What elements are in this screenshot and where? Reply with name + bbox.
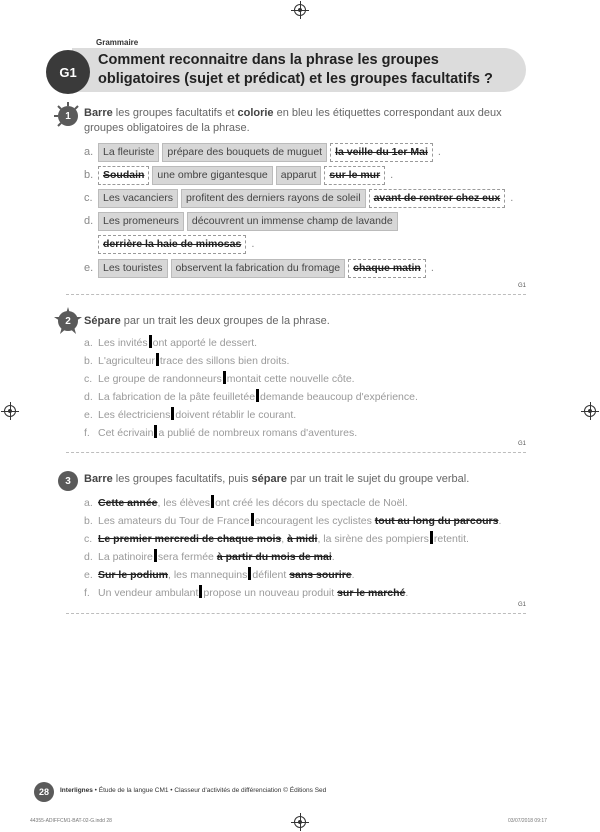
exercise-3-code: G1 xyxy=(517,602,526,608)
exercise-3-number: 3 xyxy=(65,475,71,487)
exercise-3-instruction: Barre les groupes facultatifs, puis sépare par un trait le sujet du groupe verbal. xyxy=(84,473,470,485)
ex3-sentence-d: d. La patinoire sera fermée à partir du mois de mai. xyxy=(84,551,335,563)
ex1-row-d-continued: derrière la haie de mimosas . xyxy=(98,234,254,254)
separator-mark xyxy=(430,531,433,544)
separator-mark xyxy=(223,371,226,384)
ex1-row-d: d. Les promeneurs découvrent un immense champ de lavande xyxy=(84,211,401,231)
exercise-2-code: G1 xyxy=(517,441,526,447)
label-chip[interactable]: Les promeneurs xyxy=(98,212,184,231)
label-chip-optional[interactable]: sur le mur xyxy=(324,166,385,185)
exercise-3-moon-icon xyxy=(58,471,78,491)
label-chip[interactable]: prépare des bouquets de muguet xyxy=(162,143,327,162)
label-chip[interactable]: observent la fabrication du fromage xyxy=(171,259,346,278)
label-chip[interactable]: découvrent un immense champ de lavande xyxy=(187,212,398,231)
ex2-sentence-f: f. Cet écrivain a publié de nombreux romans d'aventures. xyxy=(84,427,358,439)
ex3-sentence-f: f. Un vendeur ambulant propose un nouveau produit sur le marché. xyxy=(84,587,409,599)
ex1-row-a: a. La fleuriste prépare des bouquets de muguet la veille du 1er Mai . xyxy=(84,142,441,162)
divider xyxy=(66,613,526,614)
ex1-row-b: b. Soudain une ombre gigantesque apparut sur le mur . xyxy=(84,165,393,185)
ex3-sentence-c: c. Le premier mercredi de chaque mois, à midi, la sirène des pompiers retentit. xyxy=(84,533,469,545)
ex3-sentence-a: a. Cette année, les élèves ont créé les décors du spectacle de Noël. xyxy=(84,497,408,509)
separator-mark xyxy=(199,585,202,598)
print-slug-right: 03/07/2018 09:17 xyxy=(508,818,547,824)
ex2-sentence-b: b. L'agriculteur trace des sillons bien droits. xyxy=(84,355,290,367)
label-chip[interactable]: une ombre gigantesque xyxy=(152,166,272,185)
exercise-2-instruction: Sépare par un trait les deux groupes de la phrase. xyxy=(84,315,330,327)
separator-mark xyxy=(211,495,214,508)
label-chip-optional[interactable]: Soudain xyxy=(98,166,149,185)
label-chip[interactable]: profitent des derniers rayons de soleil xyxy=(181,189,366,208)
exercise-1-number: 1 xyxy=(65,110,71,122)
exercise-1-code: G1 xyxy=(517,283,526,289)
registration-mark-right xyxy=(584,405,596,417)
label-chip-optional[interactable]: chaque matin xyxy=(348,259,426,278)
print-slug-left: 44355-ADIFFCM1-BAT-02-G.indd 28 xyxy=(30,818,112,824)
registration-mark-bottom xyxy=(294,816,306,828)
divider xyxy=(66,294,526,295)
ex2-sentence-c: c. Le groupe de randonneurs montait cette nouvelle côte. xyxy=(84,373,355,385)
separator-mark xyxy=(256,389,259,402)
ex2-sentence-e: e. Les électriciens doivent rétablir le courant. xyxy=(84,409,297,421)
separator-mark xyxy=(156,353,159,366)
separator-mark xyxy=(149,335,152,348)
separator-mark xyxy=(154,549,157,562)
label-chip[interactable]: apparut xyxy=(276,166,322,185)
separator-mark xyxy=(171,407,174,420)
label-chip[interactable]: Les vacanciers xyxy=(98,189,178,208)
exercise-2-number: 2 xyxy=(65,315,71,327)
ex2-sentence-a: a. Les invités ont apporté le dessert. xyxy=(84,337,258,349)
label-chip-optional[interactable]: derrière la haie de mimosas xyxy=(98,235,246,254)
lesson-badge: G1 xyxy=(46,50,90,94)
label-chip[interactable]: La fleuriste xyxy=(98,143,159,162)
footer-credits: Interlignes • Étude de la langue CM1 • Classeur d'activités de différenciation © Éditions Sed xyxy=(60,787,327,794)
ex3-sentence-b: b. Les amateurs du Tour de France encouragent les cyclistes tout au long du parcours. xyxy=(84,515,502,527)
ex1-row-c: c. Les vacanciers profitent des derniers rayons de soleil avant de rentrer chez eux . xyxy=(84,188,513,208)
exercise-1-instruction: Barre les groupes facultatifs et colorie en bleu les étiquettes correspondant aux deux groupes obligatoires de la phrase. xyxy=(84,107,502,134)
divider xyxy=(66,452,526,453)
registration-mark-left xyxy=(4,405,16,417)
separator-mark xyxy=(251,513,254,526)
registration-mark-top xyxy=(294,4,306,16)
page-number: 28 xyxy=(34,782,54,802)
section-label: Grammaire xyxy=(96,38,139,47)
label-chip[interactable]: Les touristes xyxy=(98,259,168,278)
ex1-row-e: e. Les touristes observent la fabrication du fromage chaque matin . xyxy=(84,258,434,278)
label-chip-optional[interactable]: la veille du 1er Mai xyxy=(330,143,433,162)
ex2-sentence-d: d. La fabrication de la pâte feuilletée demande beaucoup d'expérience. xyxy=(84,391,418,403)
ex3-sentence-e: e. Sur le podium, les mannequins défilent sans sourire. xyxy=(84,569,355,581)
separator-mark xyxy=(154,425,157,438)
page-title: Comment reconnaitre dans la phrase les groupes obligatoires (sujet et prédicat) et les groupes facultatifs ? xyxy=(98,52,493,87)
separator-mark xyxy=(248,567,251,580)
exercise-1-sun-icon xyxy=(58,106,78,126)
exercise-2-star-icon xyxy=(58,311,78,331)
label-chip-optional[interactable]: avant de rentrer chez eux xyxy=(369,189,506,208)
